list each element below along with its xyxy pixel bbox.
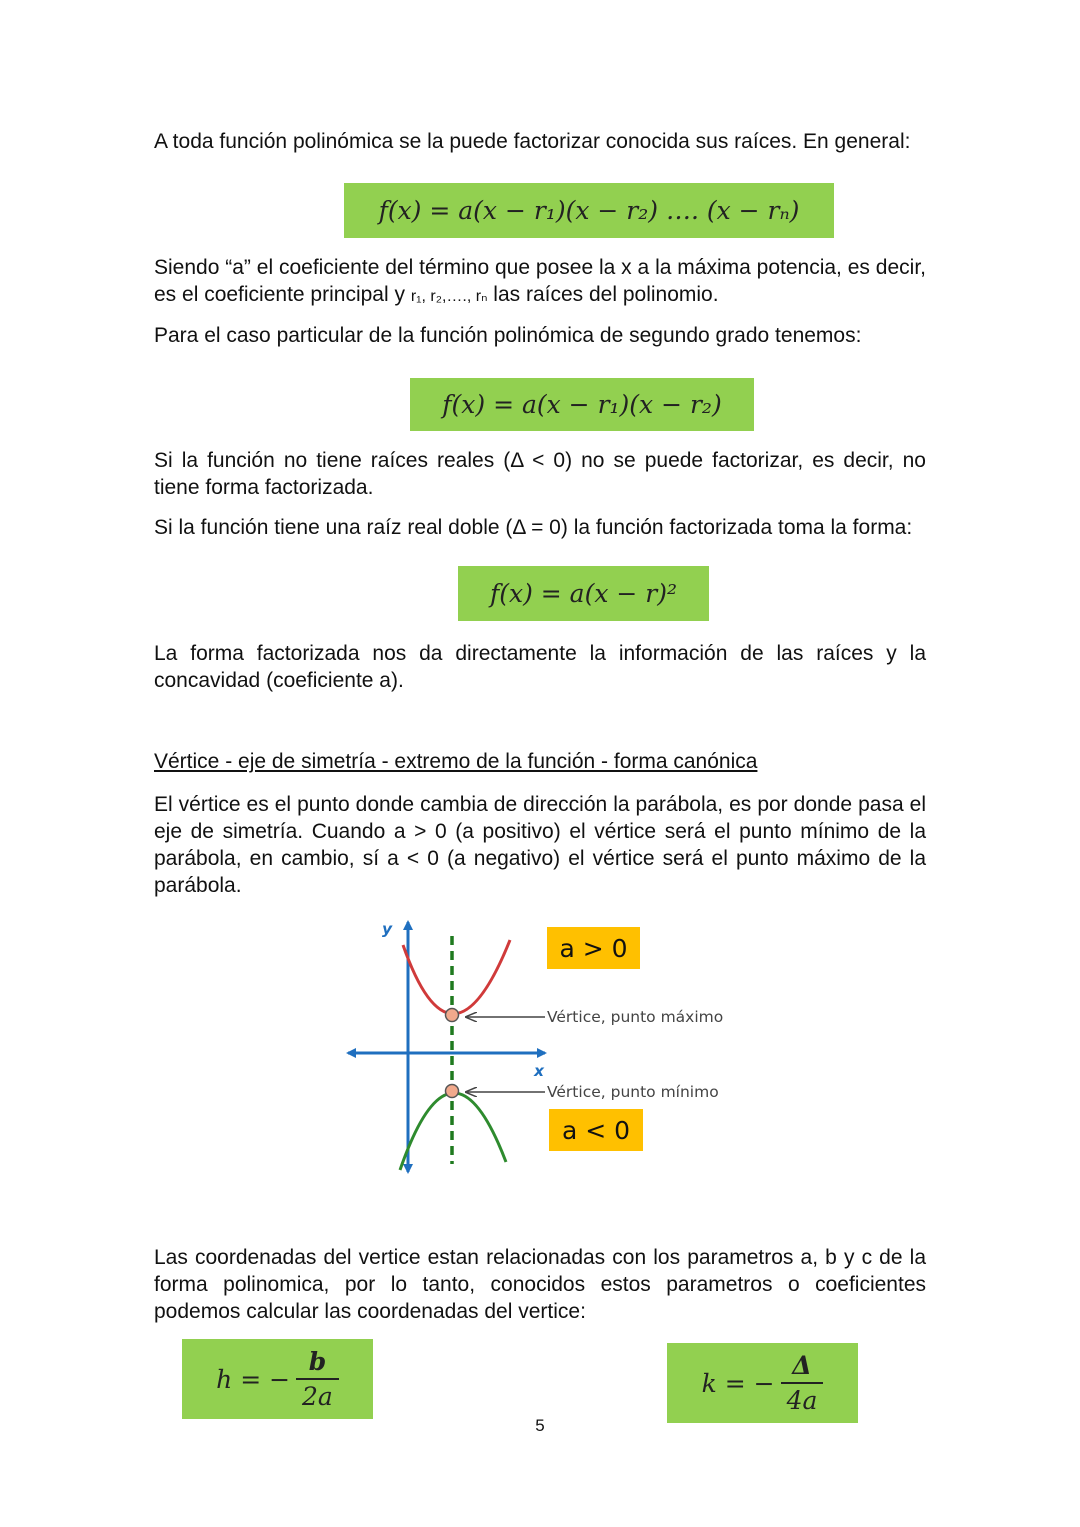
- factored-info-paragraph: La forma factorizada nos da directamente la información de las raíces y la concavidad (coeficiente a).: [154, 642, 926, 692]
- quadratic-factored-formula: f(x) = a(x − r₁)(x − r₂): [410, 378, 754, 431]
- vertex-label-top: Vértice, punto máximo: [547, 1008, 724, 1026]
- roots-notation: r₁, r₂,…., rₙ: [410, 288, 488, 305]
- vertex-point-bottom: [446, 1085, 459, 1098]
- badge-a-negative: a < 0: [549, 1109, 643, 1151]
- h-denominator: 2a: [296, 1378, 339, 1411]
- coordinates-paragraph: Las coordenadas del vertice estan relacionadas con los parametros a, b y c de la forma polinomica, por lo tanto, conocidos estos parametros o coeficientes podemos calcular las coordenadas del vertice:: [154, 1246, 926, 1323]
- badge-a-positive: a > 0: [547, 927, 640, 969]
- h-fraction: [296, 1347, 339, 1411]
- no-real-roots-paragraph: Si la función no tiene raíces reales (Δ < 0) no se puede factorizar, es decir, no tiene forma factorizada.: [154, 449, 926, 499]
- k-lhs: k = −: [701, 1368, 775, 1398]
- h-numerator: b: [308, 1347, 327, 1376]
- double-root-formula: f(x) = a(x − r)²: [458, 566, 709, 621]
- page-number: 5: [535, 1416, 545, 1435]
- k-numerator: Δ: [792, 1351, 812, 1380]
- upward-parabola: [403, 940, 510, 1014]
- parabola-figure: [330, 910, 750, 1185]
- double-root-paragraph: Si la función tiene una raíz real doble (Δ = 0) la función factorizada toma la forma:: [154, 516, 913, 539]
- coefficient-text-part2: las raíces del polinomio.: [487, 283, 719, 306]
- y-axis-label: y: [382, 920, 393, 938]
- vertex-k-formula: [667, 1343, 858, 1423]
- second-degree-paragraph: Para el caso particular de la función polinómica de segundo grado tenemos:: [154, 324, 862, 347]
- vertex-label-bottom: Vértice, punto mínimo: [547, 1083, 719, 1101]
- vertex-description-paragraph: El vértice es el punto donde cambia de dirección la parábola, es por donde pasa el eje de simetría. Cuando a > 0 (a positivo) el vértice será el punto mínimo de la parábola, en cambio, sí a < 0 (a negativo) el vértice será el punto máximo de la parábola.: [154, 793, 926, 897]
- k-denominator: 4a: [781, 1382, 824, 1415]
- h-lhs: h = −: [216, 1364, 291, 1394]
- x-axis-label: x: [534, 1062, 544, 1080]
- section-heading: Vértice - eje de simetría - extremo de la función - forma canónica: [154, 750, 758, 773]
- general-factored-formula: f(x) = a(x − r₁)(x − r₂) …. (x − rₙ): [344, 183, 834, 238]
- intro-paragraph: A toda función polinómica se la puede factorizar conocida sus raíces. En general:: [154, 130, 911, 153]
- coefficient-text-part1: Siendo “a” el coeficiente del término que posee la x a la máxima potencia, es decir, es el coeficiente principal y: [154, 256, 926, 306]
- vertex-h-formula: [182, 1339, 373, 1419]
- coefficient-paragraph: [154, 254, 926, 310]
- vertex-point-top: [446, 1009, 459, 1022]
- k-fraction: [781, 1351, 824, 1415]
